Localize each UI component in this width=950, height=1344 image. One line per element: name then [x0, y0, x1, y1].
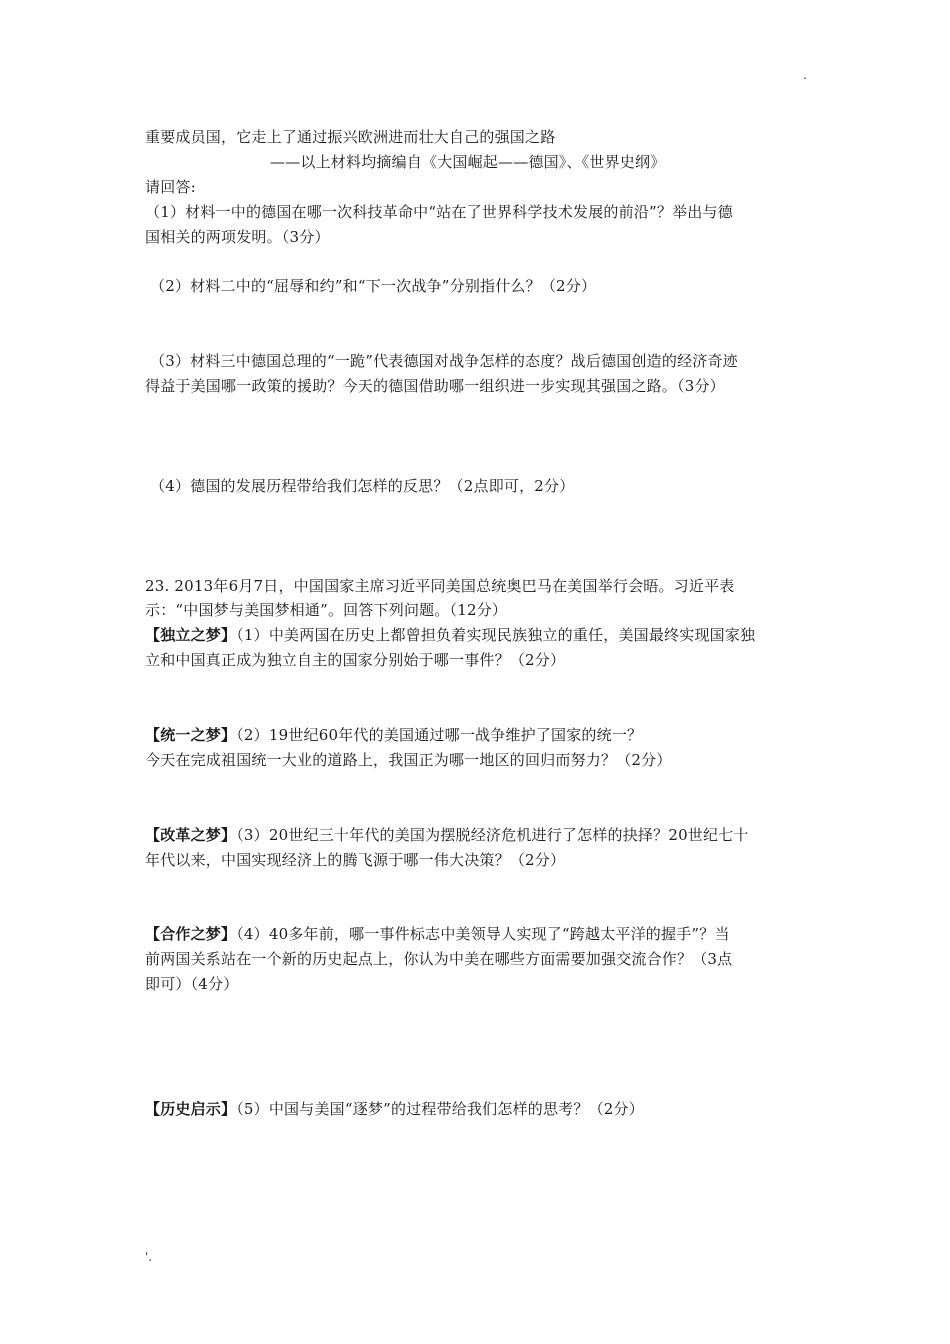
subquestion-3-text: （3）20世纪三十年代的美国为摆脱经济危机进行了怎样的抉择？20世纪七十: [236, 826, 749, 844]
footer-mark: '.: [145, 1250, 153, 1264]
question-23-line-2: 示：“中国梦与美国梦相通”。回答下列问题。（12分）: [145, 601, 508, 619]
subquestion-3-line-2: 年代以来，中国实现经济上的腾飞源于哪一伟大决策？（2分）: [145, 851, 566, 869]
question-3-line-1: （3）材料三中德国总理的“一跪”代表德国对战争怎样的态度？战后德国创造的经济奇迹: [150, 352, 738, 370]
subquestion-3-tag: 【改革之梦】: [145, 826, 237, 844]
question-23-line-1: 23. 2013年6月7日，中国国家主席习近平同美国总统奥巴马在美国举行会晤。习近平表: [145, 577, 735, 595]
question-1-line-2: 国相关的两项发明。（3分）: [145, 228, 330, 246]
subquestion-5-text: （5）中国与美国“逐梦”的过程带给我们怎样的思考？（2分）: [236, 1100, 644, 1118]
question-2-line-1: （2）材料二中的“屈辱和约”和“下一次战争”分别指什么？（2分）: [150, 277, 597, 295]
prompt-text: 请回答:: [145, 178, 196, 196]
intro-tail-text: 重要成员国，它走上了通过振兴欧洲进而壮大自己的强国之路: [145, 128, 556, 146]
question-3-line-2: 得益于美国哪一政策的援助？今天的德国借助哪一组织进一步实现其强国之路。（3分）: [145, 377, 725, 395]
subquestion-2-line-1: [145, 724, 642, 746]
subquestion-1-tag: 【独立之梦】: [145, 626, 237, 644]
subquestion-4-tag: 【合作之梦】: [145, 925, 237, 943]
subquestion-1-text: （1）中美两国在历史上都曾担负着实现民族独立的重任，美国最终实现国家独: [236, 626, 756, 644]
header-mark: .: [803, 68, 807, 82]
subquestion-5-tag: 【历史启示】: [145, 1100, 237, 1118]
subquestion-4-text: （4）40多年前，哪一事件标志中美领导人实现了“跨越太平洋的握手”？当: [236, 925, 730, 943]
question-4-line-1: （4）德国的发展历程带给我们怎样的反思？（2点即可，2分）: [150, 477, 575, 495]
subquestion-3-line-1: [145, 824, 749, 846]
source-citation: ——以上材料均摘编自《大国崛起——德国》、《世界史纲》: [270, 153, 666, 171]
subquestion-2-line-2: 今天在完成祖国统一大业的道路上，我国正为哪一地区的回归而努力？（2分）: [145, 751, 672, 769]
subquestion-2-tag: 【统一之梦】: [145, 726, 237, 744]
subquestion-2-text: （2）19世纪60年代的美国通过哪一战争维护了国家的统一？: [236, 726, 643, 744]
subquestion-1-line-1: [145, 624, 755, 646]
subquestion-4-line-1: [145, 923, 730, 945]
subquestion-5-line-1: [145, 1098, 644, 1120]
question-1-line-1: （1）材料一中的德国在哪一次科技革命中“站在了世界科学技术发展的前沿”？举出与德: [145, 203, 733, 221]
subquestion-1-line-2: 立和中国真正成为独立自主的国家分别始于哪一事件？（2分）: [145, 651, 566, 669]
subquestion-4-line-3: 即可）（4分）: [145, 975, 239, 993]
subquestion-4-line-2: 前两国关系站在一个新的历史起点上，你认为中美在哪些方面需要加强交流合作？（3点: [145, 950, 733, 968]
